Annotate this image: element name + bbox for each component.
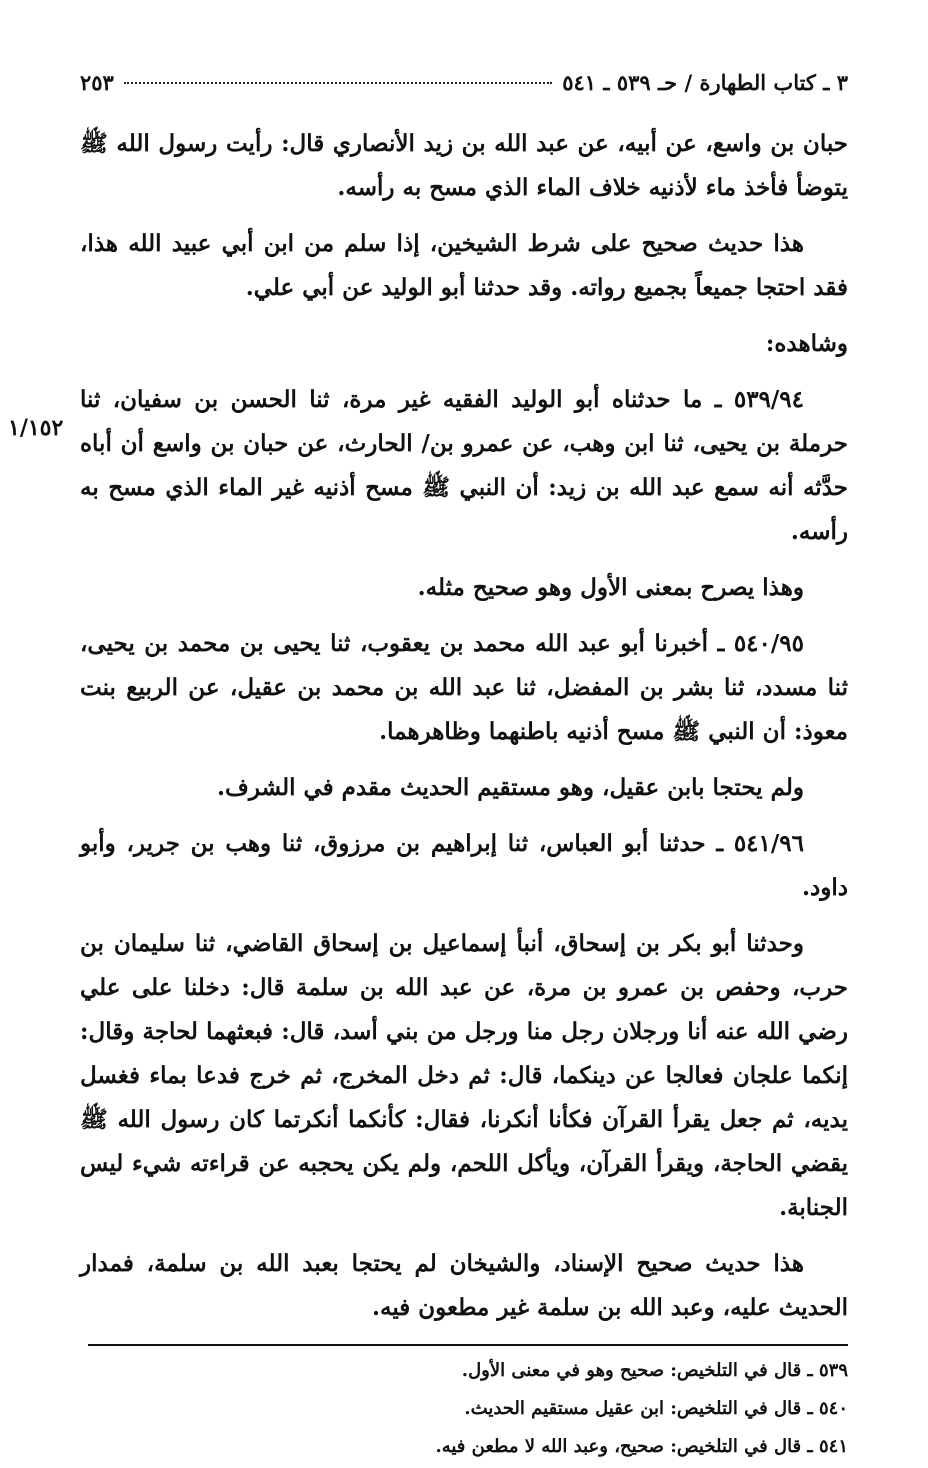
- paragraph: [80, 566, 848, 610]
- paragraph: [80, 922, 848, 1230]
- paragraph-text: هذا حديث صحيح الإسناد، والشيخان لم يحتجا بعبد الله بن سلمة، فمدار الحديث عليه، وعبد الله بن سلمة غير مطعون فيه.: [80, 1250, 848, 1321]
- header-page-number: ٢٥٣: [80, 70, 114, 95]
- main-text: [80, 122, 848, 1330]
- paragraph-text: وهذا يصرح بمعنى الأول وهو صحيح مثله.: [417, 574, 804, 601]
- footnote: ٥٤٠ ـ قال في التلخيص: ابن عقيل مستقيم الحديث.: [464, 1398, 848, 1419]
- paragraph-text: أخبرنا أبو عبد الله محمد بن يعقوب، ثنا يحيى بن محمد بن يحيى، ثنا مسدد، ثنا بشر بن المفضل، ثنا عبد الله بن محمد بن عقيل، عن الربيع بنت معوذ: أن النبي ﷺ مسح أذنيه باطنهما وظاهرهما.: [80, 630, 848, 745]
- paragraph-text: وشاهده:: [765, 330, 848, 357]
- paragraph: [80, 222, 848, 310]
- paragraph-text: ولم يحتجا بابن عقيل، وهو مستقيم الحديث مقدم في الشرف.: [217, 774, 804, 801]
- paragraph: [80, 766, 848, 810]
- footnote: ٥٣٩ ـ قال في التلخيص: صحيح وهو في معنى الأول.: [461, 1360, 848, 1381]
- hadith-paragraph: [80, 378, 848, 554]
- header-dot-leader: [124, 82, 552, 84]
- paragraph: [80, 322, 848, 366]
- margin-page-reference: ١/١٥٢: [8, 415, 64, 441]
- paragraph-text: حبان بن واسع، عن أبيه، عن عبد الله بن زيد الأنصاري قال: رأيت رسول الله ﷺ يتوضأ فأخذ ماء لأذنيه خلاف الماء الذي مسح به رأسه.: [80, 130, 848, 201]
- hadith-number: ٥٤٠/٩٥ ـ: [717, 630, 804, 657]
- footnote-divider: [88, 1344, 848, 1346]
- hadith-number: ٥٤١/٩٦ ـ: [716, 830, 804, 857]
- footnote: ٥٤١ ـ قال في التلخيص: صحيح، وعبد الله لا مطعن فيه.: [435, 1436, 848, 1457]
- hadith-paragraph: [80, 622, 848, 754]
- paragraph-text: وحدثنا أبو بكر بن إسحاق، أنبأ إسماعيل بن إسحاق القاضي، ثنا سليمان بن حرب، وحفص بن عمرو بن مرة، عن عبد الله بن سلمة قال: دخلنا على علي رضي الله عنه أنا ورجلان رجل منا ورجل من بني أسد، قال: فبعثهما لحاجة وقال: إنكما علجان فعالجا عن دينكما، قال: ثم دخل المخرج، ثم خرج فدعا بماء فغسل يديه، ثم جعل يقرأ القرآن فكأنا أنكرنا، فقال: كأنكما أنكرتما كان رسول الله ﷺ يقضي الحاجة، ويقرأ القرآن، ويأكل اللحم، ولم يكن يحجبه عن قراءته شيء ليس الجنابة.: [80, 930, 848, 1221]
- hadith-paragraph: [80, 822, 848, 910]
- paragraph: [80, 1242, 848, 1330]
- book-page: [80, 70, 848, 1468]
- paragraph: [80, 122, 848, 210]
- paragraph-text: هذا حديث صحيح على شرط الشيخين، إذا سلم من ابن أبي عبيد الله هذا، فقد احتجا جميعاً بجميع رواته. وقد حدثنا أبو الوليد عن أبي علي.: [80, 230, 848, 301]
- footnotes: [80, 1354, 848, 1464]
- running-header: [80, 70, 848, 110]
- paragraph-text: ما حدثناه أبو الوليد الفقيه غير مرة، ثنا الحسن بن سفيان، ثنا حرملة بن يحيى، ثنا ابن وهب، عن عمرو بن/ الحارث، عن حبان بن واسع أن أباه حدَّثه أنه سمع عبد الله بن زيد: أن النبي ﷺ مسح أذنيه غير الماء الذي مسح به رأسه.: [80, 386, 848, 545]
- paragraph-text: حدثنا أبو العباس، ثنا إبراهيم بن مرزوق، ثنا وهب بن جرير، وأبو داود.: [80, 830, 848, 901]
- header-section-title: ٣ ـ كتاب الطهارة / حـ ٥٣٩ ـ ٥٤١: [562, 70, 848, 95]
- hadith-number: ٥٣٩/٩٤ ـ: [714, 386, 805, 413]
